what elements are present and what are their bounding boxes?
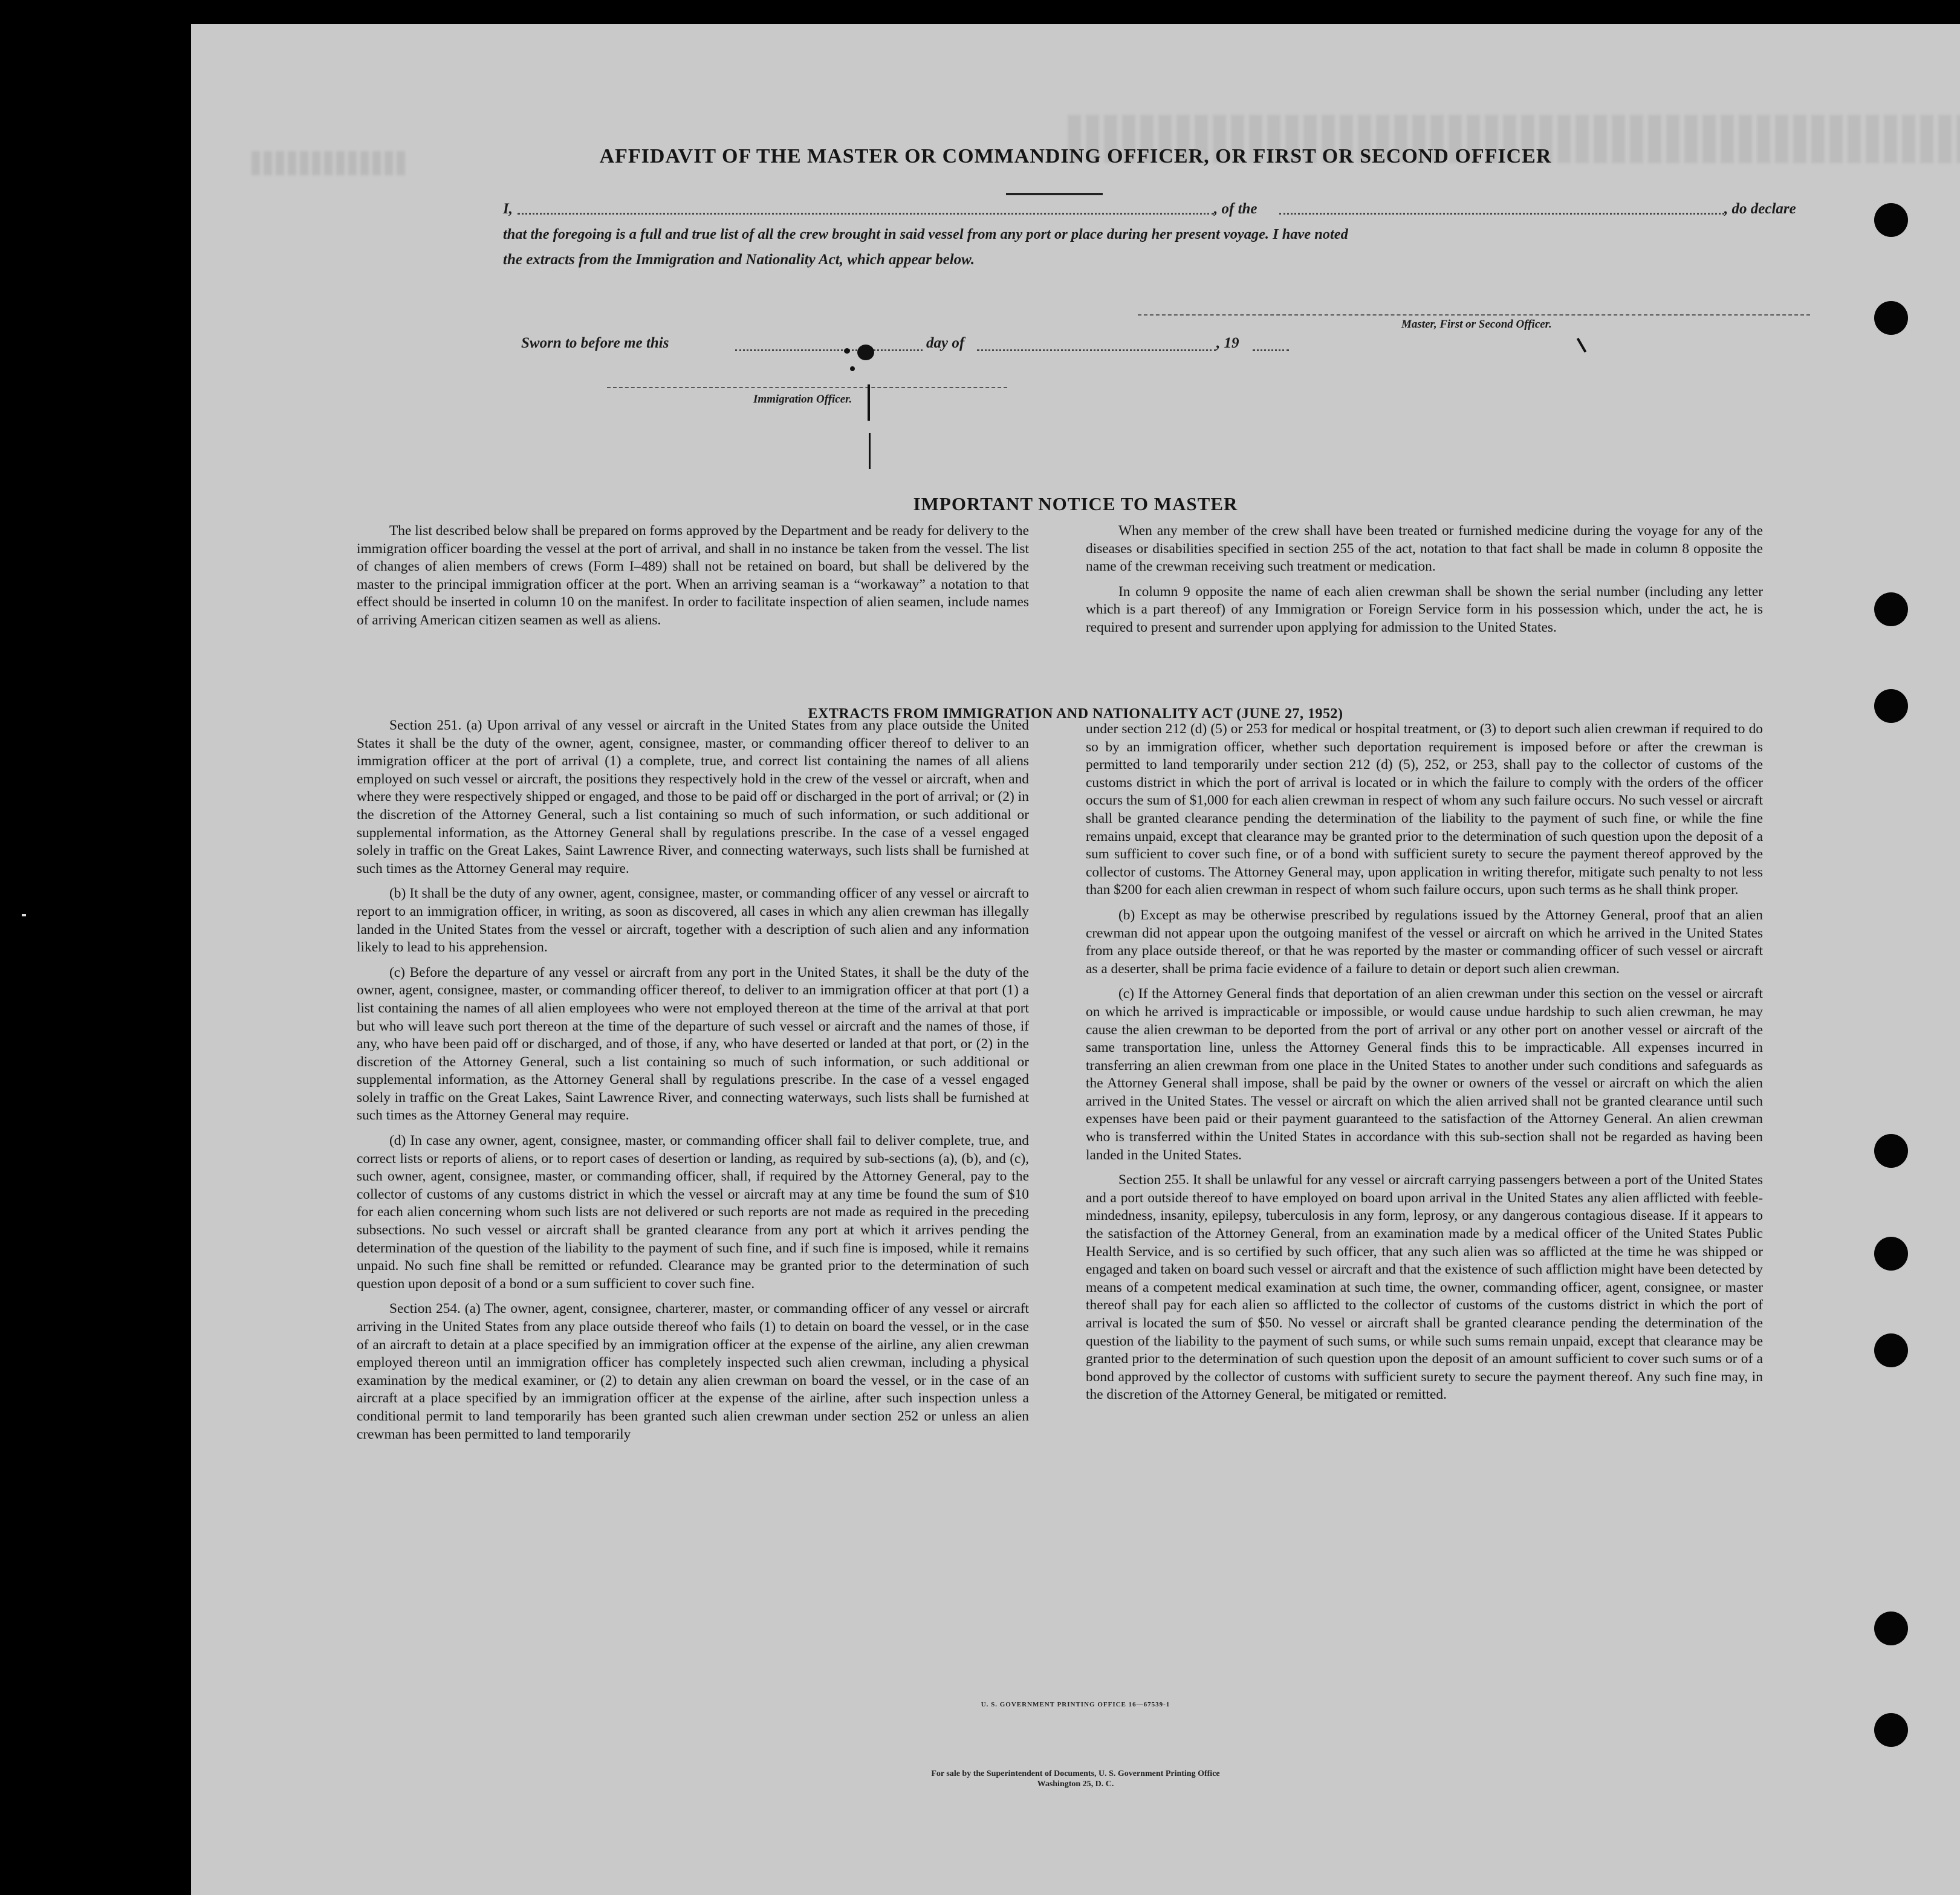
vessel-blank[interactable]: [1279, 213, 1724, 215]
day-of-label: day of: [926, 335, 965, 351]
sworn-year-blank[interactable]: [1253, 349, 1289, 351]
section-251-d: (d) In case any owner, agent, consignee, master, or commanding officer shall fail to deliver complete, true, and correct lists or reports of aliens, or to report cases of desertion or landing, as required by sub-sections (a), (b), and (c), such owner, agent, consignee, master, or commanding officer, shall, if required by the Attorney General, pay to the collector of customs of any customs district in which the vessel or aircraft may at any time be found the sum of $10 for each alien concerning whom such lists are not delivered or such reports are not made as required in the preceding subsections. No such vessel or aircraft shall be granted clearance from any port at which it arrives pending the determination of the question of the liability to the payment of such fine, and if such fine is imposed, while it remains unpaid. No such fine shall be remitted or refunded. Clearance may be granted prior to the determination of such question upon deposit of a bond or a sum sufficient to cover such fine.: [357, 1133, 1029, 1292]
notice-title: IMPORTANT NOTICE TO MASTER: [913, 493, 1238, 514]
section-254-c: (c) If the Attorney General finds that deportation of an alien crewman under this section on the vessel or aircraft on which he arrived is impracticable or impossible, or would cause undue hardship to such alien crewman, he may cause the alien crewman to be deported from the port of arrival or any other port on another vessel or aircraft of the same transportation line, unless the Attorney General finds this to be impracticable. All expenses incurred in transferring an alien crewman from one place in the United States to another under such conditions and safeguards as the Attorney General shall impose, shall be paid by the owner or owners of the vessel or aircraft on which the alien arrived in the United States. The vessel or aircraft on which the alien arrived shall not be granted clearance until such expenses have been paid or their payment guaranteed to the satisfaction of the Attorney General. An alien crewman who is transferred within the United States in accordance with this sub-section shall not be regarded as having been landed in the United States.: [1086, 986, 1763, 1163]
binder-hole: [1874, 1713, 1908, 1747]
document-page: [191, 24, 1960, 1895]
section-255: Section 255. It shall be unlawful for any vessel or aircraft carrying passengers between a port of the United States and a port outside thereof to have employed on board upon arrival in the United States any alien afflicted with feeble-mindedness, insanity, epilepsy, tuberculosis in any form, leprosy, or any dangerous contagious disease. If it appears to the satisfaction of the Attorney General, from an examination made by a medical officer of the United States Public Health Service, and is so certified by such officer, that any such alien was so afflicted at the time he was shipped or engaged and taken on board such vessel or aircraft and that the existence of such affliction might have been detected by means of a competent medical examination at such time, the owner, commanding officer, agent, consignee, or master thereof shall pay for each alien so afflicted to the collector of customs of the customs district in which the port of arrival is located the sum of $50. No vessel or aircraft shall be granted clearance pending the determination of the question of the liability to the payment of such sums, or while such sums remain unpaid, except that clearance may be granted prior to the determination of such question upon the deposit of an amount sufficient to cover such sums or of a bond approved by the collector of customs with sufficient surety to secure the payment thereof. Any such fine may, in the discretion of the Attorney General, be mitigated or remitted.: [1086, 1172, 1763, 1403]
immigration-caption: Immigration Officer.: [753, 393, 852, 406]
scan-speck: [22, 914, 26, 916]
extracts-left-column: [357, 717, 1029, 1443]
binder-hole: [1874, 1333, 1908, 1367]
extracts-title: EXTRACTS FROM IMMIGRATION AND NATIONALITY ACT (JUNE 27, 1952): [808, 706, 1343, 722]
notice-right-paragraph-1: When any member of the crew shall have been treated or furnished medicine during the voyage for any of the diseases or disabilities specified in section 255 of the act, notation to that fact shall be made in column 8 opposite the name of the crewman receiving such treatment or medication.: [1086, 523, 1763, 575]
ink-blot: [850, 366, 855, 371]
do-declare-label: , do declare: [1724, 201, 1796, 217]
ink-blot: [857, 345, 874, 360]
section-254-a-continued: under section 212 (d) (5) or 253 for medical or hospital treatment, or (3) to deport such alien crewman if required to do so by an immigration officer, whether such deportation requirement is imposed before or after the crewman is permitted to land temporarily under section 212 (d) (5), 252, or 253, shall pay to the collector of customs of the customs district in which the port of arrival is located or in which the failure to comply with the orders of the officer occurs the sum of $1,000 for each alien crewman in respect of whom any such failure occurs. No such vessel or aircraft shall be granted clearance pending the determination of the liability to the payment of such fine, or while the fine remains unpaid, except that clearance may be granted prior to the determination of such question upon the deposit of a sum sufficient to cover such fine, or of a bond with sufficient surety to secure the payment thereof approved by the collector of customs. The Attorney General may, upon application in writing therefor, mitigate such penalty to not less than $200 for each alien crewman in respect of whom such failure occurs, upon such terms as he shall think proper.: [1086, 721, 1763, 898]
binder-hole: [1874, 203, 1908, 237]
for-sale-line-1: For sale by the Superintendent of Documents, U. S. Government Printing Office: [931, 1769, 1220, 1778]
section-251-a: Section 251. (a) Upon arrival of any vessel or aircraft in the United States from any place outside the United States it shall be the duty of the owner, agent, consignee, master, or commanding officer thereof to deliver to an immigration officer at the port of arrival (1) a complete, true, and correct list containing the names of all aliens employed on such vessel or aircraft, the positions they respectively hold in the crew of the vessel or aircraft, when and where they were respectively shipped or engaged, and those to be paid off or discharged in the port of arrival; or (2) in the discretion of the Attorney General, such a list containing so much of such information, or such additional or supplemental information, as the Attorney General shall by regulations prescribe. In the case of a vessel engaged solely in traffic on the Great Lakes, Saint Lawrence River, and connecting waterways, such lists shall be furnished at such times as the Attorney General may require.: [357, 718, 1029, 876]
notice-left-paragraph: The list described below shall be prepared on forms approved by the Department and be ready for delivery to the immigration officer boarding the vessel at the port of arrival, and shall in no instance be taken from the vessel. The list of changes of alien members of crews (Form I–489) shall not be retained on board, but shall be delivered by the master to the principal immigration officer at the port. When an arriving seaman is a “workaway” a notation to that effect should be inserted in column 10 on the manifest. In order to facilitate inspection of alien seamen, include names of arriving American citizen seamen as well as aliens.: [357, 523, 1029, 628]
pen-stroke: [868, 384, 870, 421]
master-signature-line[interactable]: [1138, 314, 1810, 316]
notice-left-column: [357, 522, 1029, 630]
notice-right-paragraph-2: In column 9 opposite the name of each alien crewman shall be shown the serial number (including any letter which is a part thereof) of any Immigration or Foreign Service form in his possession which, under the act, he is required to present and surrender upon applying for admission to the United States.: [1086, 583, 1763, 635]
sworn-month-blank[interactable]: [977, 349, 1216, 351]
of-the-label: , of the: [1214, 201, 1257, 217]
binder-hole: [1874, 1237, 1908, 1271]
affidavit-title: AFFIDAVIT OF THE MASTER OR COMMANDING OFFICER, OR FIRST OR SECOND OFFICER: [599, 145, 1552, 167]
section-254-a: Section 254. (a) The owner, agent, consignee, charterer, master, or commanding officer of any vessel or aircraft arriving in the United States from any place outside thereof who fails (1) to detain on board the vessel, or in the case of an aircraft to detain at a place specified by an immigration officer at the expense of the airline, any alien crewman employed thereon until an immigration officer has completely inspected such alien crewman, including a physical examination by the medical examiner, or (2) to detain any alien crewman on board the vessel, or in the case of an aircraft at a place specified by an immigration officer at the expense of the airline, after such inspection unless a conditional permit to land temporarily has been granted such alien crewman under section 252 or unless an alien crewman has been permitted to land temporarily: [357, 1301, 1029, 1442]
for-sale-notice: [191, 1769, 1960, 1789]
title-rule: [1006, 193, 1103, 195]
section-254-b: (b) Except as may be otherwise prescribed by regulations issued by the Attorney General, proof that an alien crewman did not appear upon the outgoing manifest of the vessel or aircraft on which he arrived in the United States from any place outside thereof, or that he was reported by the master or commanding officer of such vessel or aircraft as a deserter, shall be prima facie evidence of a failure to detain or deport such alien crewman.: [1086, 907, 1763, 977]
declaration-line-1: that the foregoing is a full and true list of all the crew brought in said vessel from any port or place during her present voyage. I have noted: [503, 226, 1348, 242]
extracts-right-column: [1086, 721, 1763, 1404]
ink-blot: [844, 348, 850, 354]
year-label: , 19: [1216, 335, 1239, 351]
pen-stroke: [869, 433, 871, 469]
signature-mark: [1577, 338, 1586, 353]
sworn-label: Sworn to before me this: [521, 335, 669, 351]
i-label: I,: [503, 201, 513, 217]
name-blank[interactable]: [518, 213, 1214, 215]
for-sale-line-2: Washington 25, D. C.: [1037, 1780, 1114, 1789]
binder-hole: [1874, 301, 1908, 335]
binder-hole: [1874, 1612, 1908, 1645]
master-caption: Master, First or Second Officer.: [1401, 318, 1552, 331]
declaration-line-2: the extracts from the Immigration and Nationality Act, which appear below.: [503, 251, 975, 268]
gpo-imprint: U. S. GOVERNMENT PRINTING OFFICE 16—67539-1: [981, 1701, 1170, 1708]
binder-hole: [1874, 592, 1908, 626]
immigration-signature-line[interactable]: [607, 387, 1007, 388]
sworn-day-blank[interactable]: [735, 349, 923, 351]
notice-right-column: [1086, 522, 1763, 637]
section-251-c: (c) Before the departure of any vessel or aircraft from any port in the United States, it shall be the duty of the owner, agent, consignee, master, or commanding officer thereof, to deliver to an immigration officer at that port (1) a list containing the names of all alien employees who were not employed thereon at the time of the arrival at that port but who will leave such port thereon at the time of the departure of such vessel or aircraft and the names of those, if any, who have been paid off or discharged, and of those, if any, who have deserted or landed at that port, or (2) in the discretion of the Attorney General, such a list containing so much of such information, or such additional or supplemental information, as the Attorney General shall by regulations prescribe. In the case of a vessel engaged solely in traffic on the Great Lakes, Saint Lawrence River, and connecting waterways, such lists shall be furnished at such times as the Attorney General may require.: [357, 964, 1029, 1124]
binder-hole: [1874, 1134, 1908, 1168]
section-251-b: (b) It shall be the duty of any owner, agent, consignee, master, or commanding officer of any vessel or aircraft to report to an immigration officer, in writing, as soon as discovered, all cases in which any alien crewman has illegally landed in the United States from the vessel or aircraft, together with a description of such alien and any information likely to lead to his apprehension.: [357, 886, 1029, 956]
